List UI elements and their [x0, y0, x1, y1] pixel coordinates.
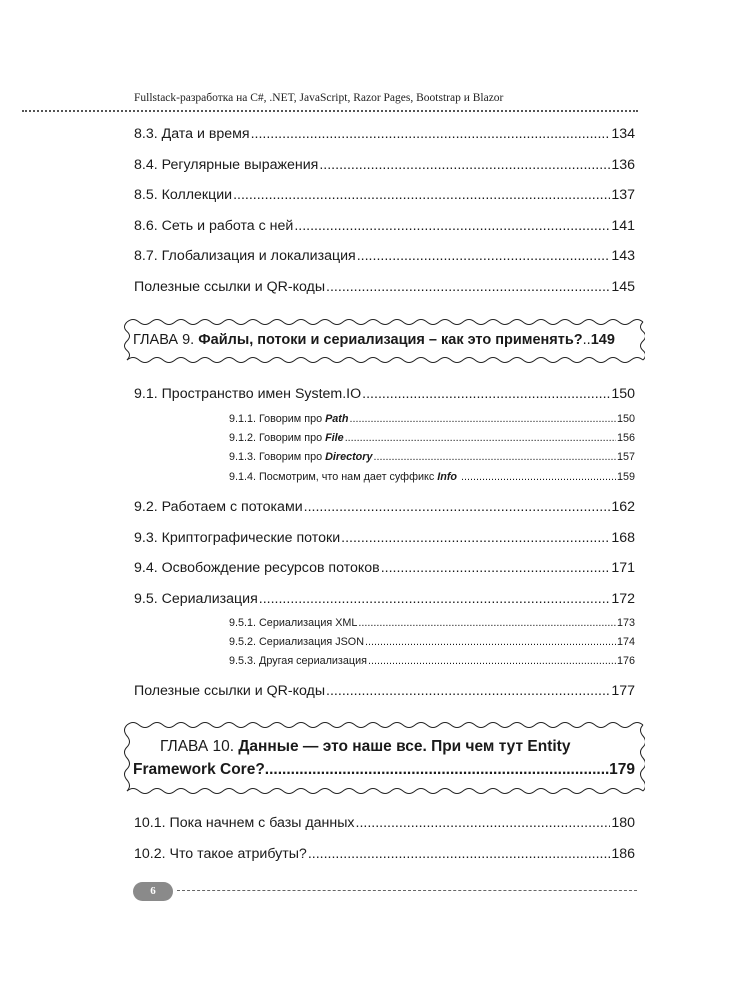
toc-entry-title: 9.4. Освобождение ресурсов потоков [134, 560, 380, 576]
dot-leader [326, 682, 610, 700]
toc-entry-title: Полезные ссылки и QR-коды [134, 279, 326, 295]
chapter-page: 149 [590, 332, 615, 348]
toc-entry[interactable] [134, 217, 635, 235]
toc-subentry-title: 9.1.1. Говорим про Path [229, 413, 349, 425]
dot-leader [358, 616, 616, 630]
toc-entry-title: Полезные ссылки и QR-коды [134, 683, 326, 699]
toc-entry-title: 9.3. Криптографические потоки [134, 530, 341, 546]
toc-subentry[interactable] [229, 635, 635, 649]
toc-subentry[interactable] [229, 654, 635, 668]
dot-leader [319, 156, 610, 174]
toc-entry-page: 143 [611, 248, 635, 264]
page-footer [133, 882, 639, 902]
dot-leader [368, 654, 616, 668]
dot-leader [349, 412, 616, 426]
dot-leader [294, 217, 610, 235]
dot-leader [308, 845, 611, 863]
toc-subentry[interactable] [229, 450, 635, 464]
dot-leader [373, 450, 616, 464]
toc-subentry-page: 150 [616, 413, 635, 425]
dot-leader [362, 385, 610, 403]
dot-leader [461, 470, 616, 484]
chapter-title-line-1: Данные — это наше все. При чем тут Entity [238, 738, 571, 755]
toc-entry[interactable] [134, 156, 635, 174]
toc-subentry[interactable] [229, 470, 635, 484]
toc-subentry-title: 9.5.2. Сериализация JSON [229, 636, 364, 648]
toc-entry-title: 8.7. Глобализация и локализация [134, 248, 356, 264]
toc-subentry-page: 159 [616, 471, 635, 483]
toc-subentry-page: 156 [616, 432, 635, 444]
toc-entry-page: 141 [611, 218, 635, 234]
dot-leader [259, 590, 611, 608]
chapter-10-heading[interactable] [121, 719, 645, 797]
toc-subentry-page: 176 [616, 655, 635, 667]
toc-entry-title: 9.5. Сериализация [134, 591, 258, 607]
toc-entry-title: 9.1. Пространство имен System.IO [134, 386, 362, 402]
dot-leader [233, 186, 610, 204]
toc-subentry[interactable] [229, 431, 635, 445]
toc-entry[interactable] [134, 186, 635, 204]
toc-entry[interactable] [134, 247, 635, 265]
toc-subentry[interactable] [229, 412, 635, 426]
toc-subentry[interactable] [229, 616, 635, 630]
toc-entry-title: 10.2. Что такое атрибуты? [134, 846, 307, 862]
dot-leader [326, 278, 610, 296]
toc-entry-title: 8.4. Регулярные выражения [134, 157, 319, 173]
toc-entry-title: 8.3. Дата и время [134, 126, 250, 142]
dot-leader [381, 559, 611, 577]
toc-entry-title: 9.2. Работаем с потоками [134, 499, 303, 515]
toc-entry-page: 171 [611, 560, 635, 576]
dot-leader [341, 529, 610, 547]
toc-entry-page: 150 [611, 386, 635, 402]
dot-leader [265, 758, 609, 781]
toc-entry[interactable] [134, 559, 635, 577]
toc-entry[interactable] [134, 385, 635, 403]
toc-entry[interactable] [134, 845, 635, 863]
dot-leader [357, 247, 611, 265]
toc-subentry-title: 9.5.3. Другая сериализация [229, 655, 367, 667]
toc-subentry-page: 157 [616, 451, 635, 463]
toc-entry-page: 168 [611, 530, 635, 546]
toc-entry-page: 180 [611, 815, 635, 831]
toc-entry-title: 10.1. Пока начнем с базы данных [134, 815, 355, 831]
toc-entry[interactable] [134, 529, 635, 547]
toc-entry-page: 136 [611, 157, 635, 173]
dot-leader [304, 498, 611, 516]
toc-entry-title: 8.5. Коллекции [134, 187, 233, 203]
toc-entry-page: 177 [611, 683, 635, 699]
toc-entry[interactable] [134, 682, 635, 700]
page-number-badge: 6 [133, 882, 173, 901]
dot-leader [365, 635, 616, 649]
dot-leader: .. [582, 332, 591, 348]
toc-subentry-page: 173 [616, 617, 635, 629]
dot-leader [251, 125, 611, 143]
dot-leader [345, 431, 616, 445]
toc-subentry-page: 174 [616, 636, 635, 648]
toc-subentry-title: 9.1.3. Говорим про Directory [229, 451, 373, 463]
toc-entry-page: 134 [611, 126, 635, 142]
toc-entry[interactable] [134, 498, 635, 516]
running-head: Fullstack-разработка на C#, .NET, JavaScript, Razor Pages, Bootstrap и Blazor [134, 92, 504, 104]
toc-entry[interactable] [134, 278, 635, 296]
chapter-9-heading[interactable] [121, 316, 645, 366]
toc-entry-page: 145 [611, 279, 635, 295]
toc-entry-title: 8.6. Сеть и работа с ней [134, 218, 294, 234]
toc-entry[interactable] [134, 590, 635, 608]
toc-subentry-title: 9.1.4. Посмотрим, что нам дает суффикс Info [229, 471, 458, 483]
chapter-label: ГЛАВА 9. [133, 332, 195, 348]
toc-subentry-title: 9.1.2. Говорим про File [229, 432, 344, 444]
toc-entry-page: 172 [611, 591, 635, 607]
toc-entry[interactable] [134, 814, 635, 832]
chapter-title: Файлы, потоки и сериализация – как это применять? [198, 332, 583, 348]
toc-entry-page: 137 [611, 187, 635, 203]
header-rule [22, 110, 638, 112]
chapter-page: 179 [609, 761, 635, 778]
dot-leader [356, 814, 611, 832]
footer-rule [177, 890, 637, 891]
toc-subentry-title: 9.5.1. Сериализация XML [229, 617, 358, 629]
toc-entry-page: 186 [611, 846, 635, 862]
toc-entry-page: 162 [611, 499, 635, 515]
chapter-label: ГЛАВА 10. [160, 738, 235, 755]
toc-entry[interactable] [134, 125, 635, 143]
chapter-title-line-2: Framework Core? [133, 761, 265, 778]
